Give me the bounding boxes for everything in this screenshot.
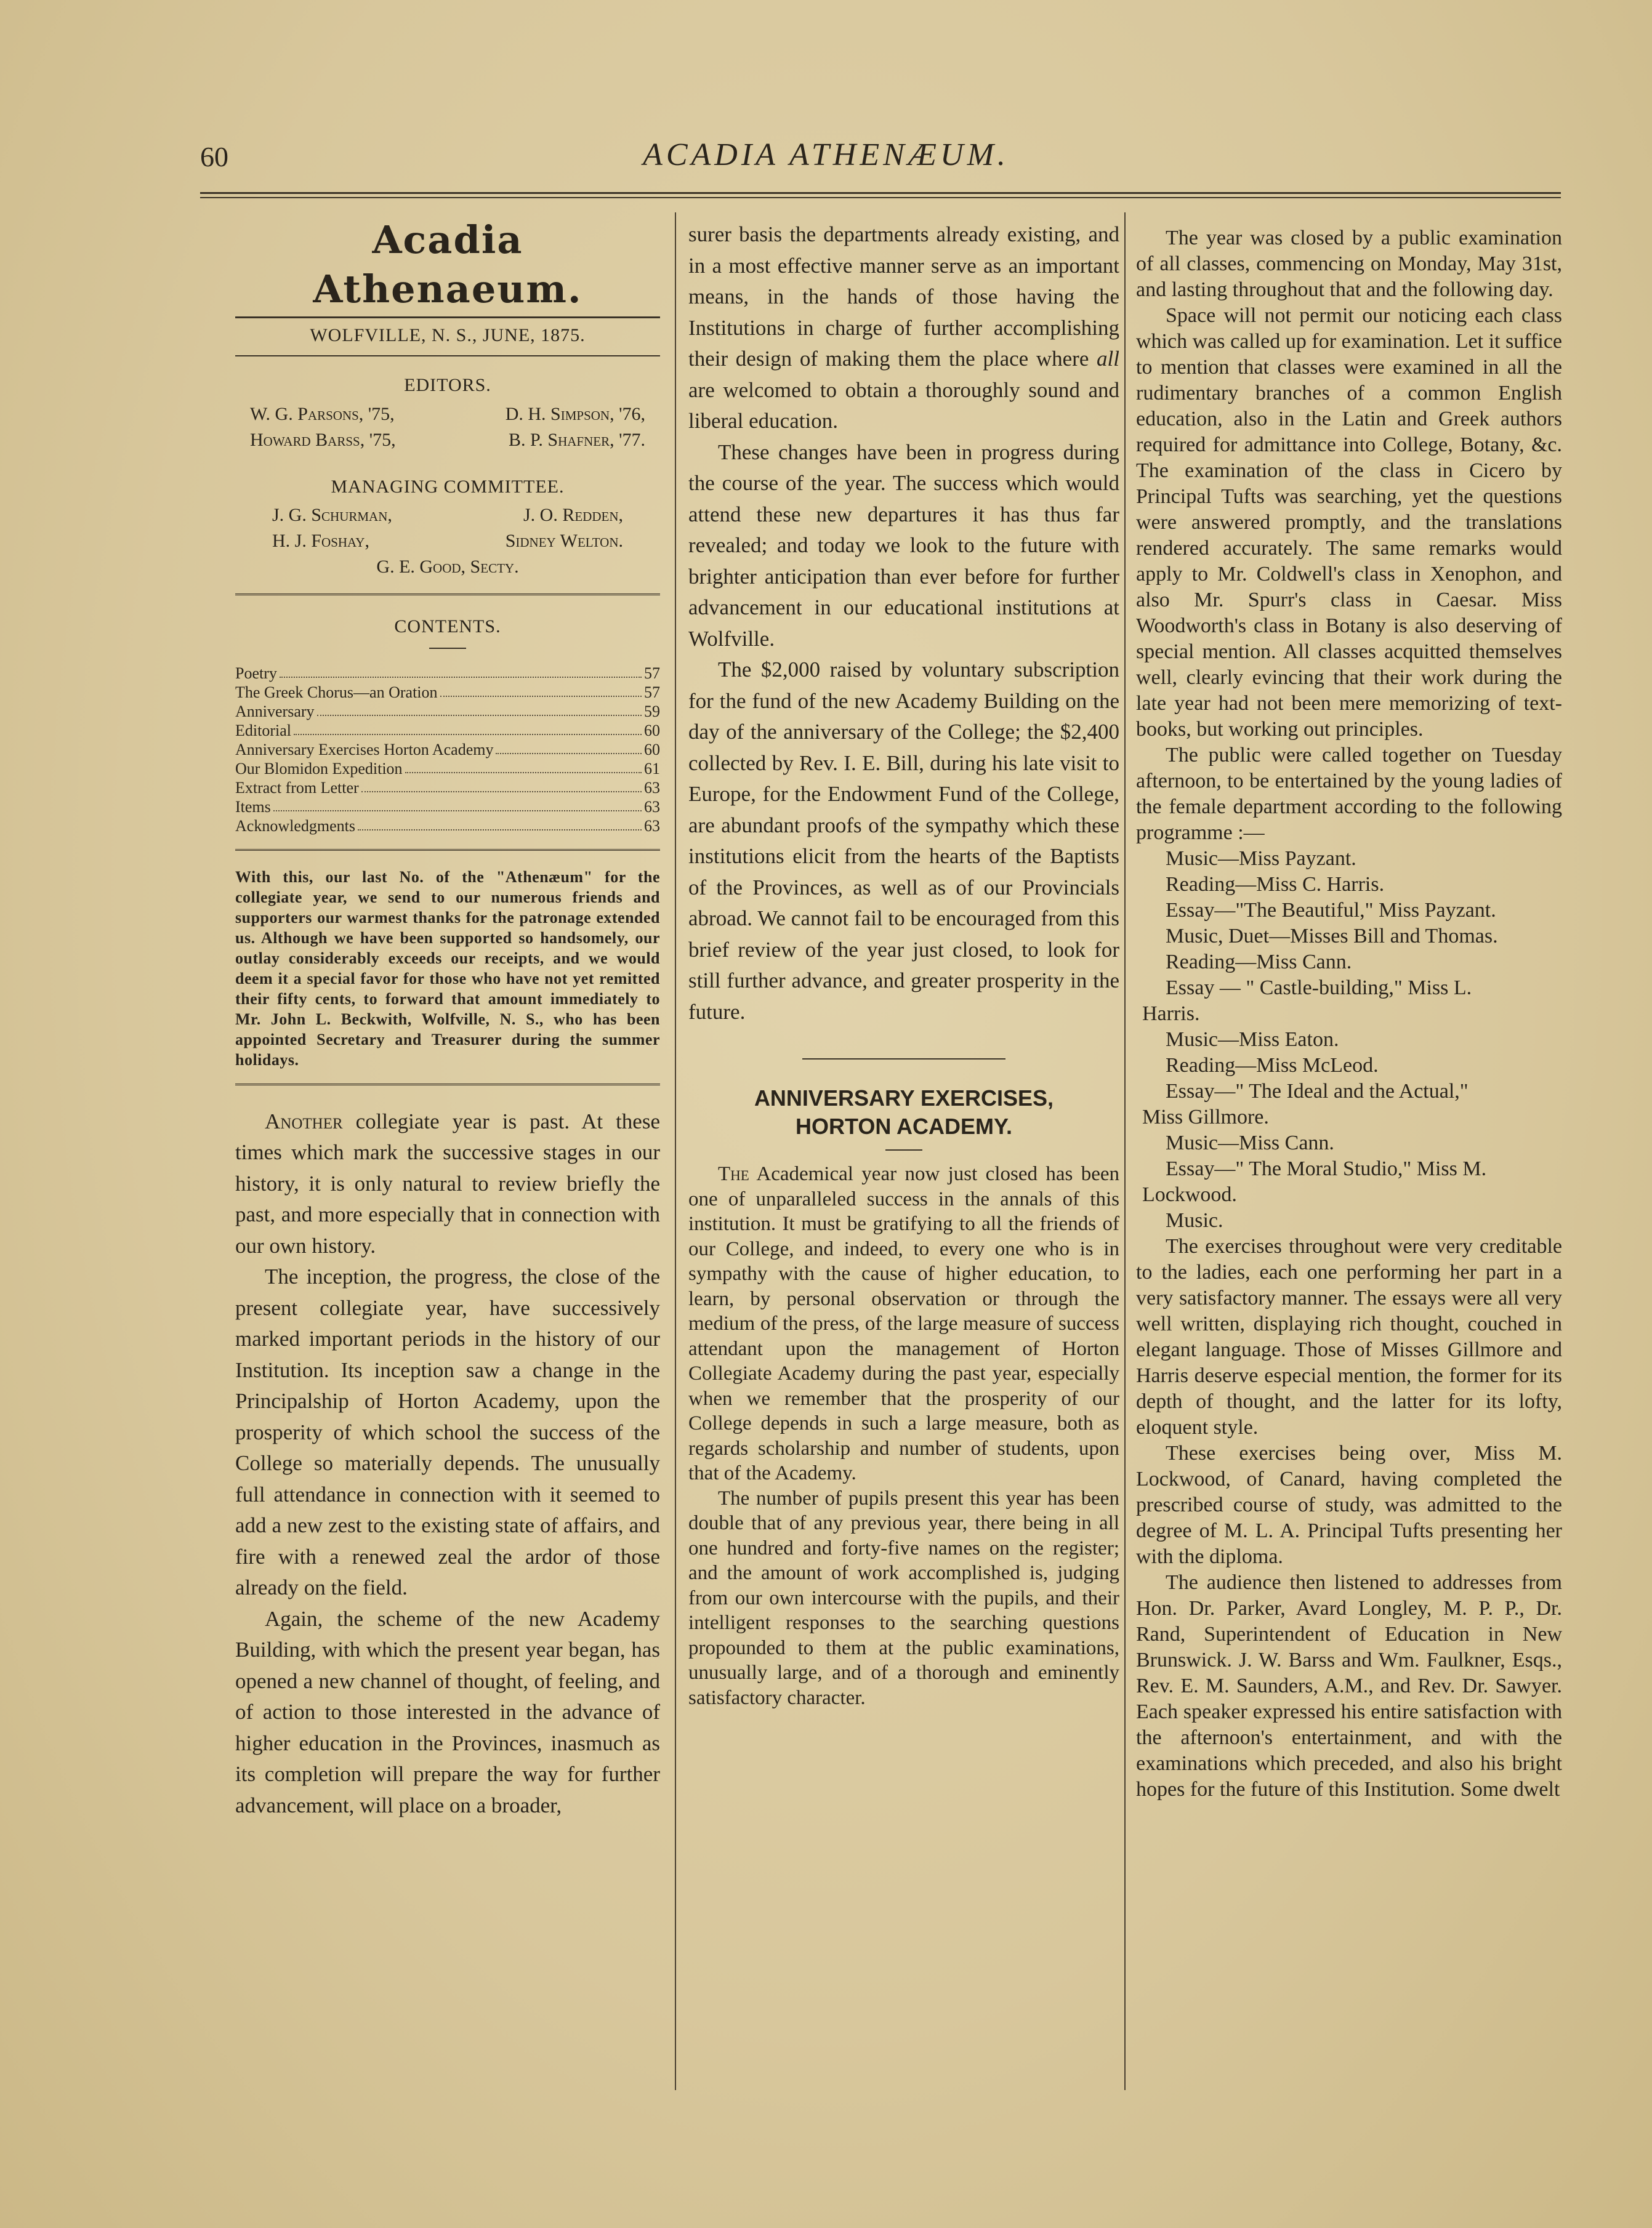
anniversary-paragraph: The number of pupils present this year has been double that of any previous year, there being in all one hundred and forty-five names on the register; and the amount of work accomplished is, judging from our own intercourse with the pupils, and their intelligent responses to the searching questions propounded to them at the public examinations, unusually large, and of a thorough and eminently satisfactory character. <box>688 1487 1119 1709</box>
programme-item: Reading—Miss Cann. <box>1166 951 1352 973</box>
section-separator <box>802 1058 1005 1060</box>
column-divider-1 <box>675 212 676 2090</box>
anniversary-paragraph: The year was closed by a public examination of all classes, commencing on Monday, May 31st, and lasting throughout that and the following day. <box>1136 227 1562 301</box>
header-rule-top <box>200 192 1561 194</box>
committee-row <box>235 502 660 528</box>
committee-name: Sidney Welton. <box>505 531 623 551</box>
contents-item: Poetry 57 <box>235 664 660 682</box>
contents-item: Anniversary 59 <box>235 702 660 720</box>
programme-item: Reading—Miss McLeod. <box>1166 1054 1379 1077</box>
anniversary-heading: ANNIVERSARY EXERCISES, HORTON ACADEMY. <box>754 1085 1054 1139</box>
header-rule-bottom <box>200 197 1561 198</box>
anniversary-paragraph: The exercises throughout were very creditable to the ladies, each one performing her part in a very satisfactory manner. The essays were all very well written, displaying rich thought, couched in elegant language. Those of Misses Gillmore and Harris deserve especial mention, the former for its depth of thought, and the latter for its lofty, eloquent style. <box>1136 1235 1562 1439</box>
editor-name: B. P. Shafner, '77. <box>509 429 645 450</box>
programme-item: Essay—" The Moral Studio," Miss M. Lockwood. <box>1142 1157 1487 1206</box>
editor-name: D. H. Simpson, '76, <box>505 403 645 424</box>
divider <box>235 849 660 853</box>
running-title: ACADIA ATHENÆUM. <box>643 137 1009 172</box>
anniversary-paragraph: These exercises being over, Miss M. Lockwood, of Canard, having completed the prescribed course of study, was admitted to the degree of M. L. A. Principal Tufts presenting her with the diploma. <box>1136 1442 1562 1568</box>
contents-list <box>235 664 660 835</box>
programme-item: Reading—Miss C. Harris. <box>1166 873 1385 896</box>
editorial-paragraph: The inception, the progress, the close of the present collegiate year, have successively marked important periods in the history of our Institution. Its inception saw a change in the Principalship of Horton Academy, upon the prosperity of which school the success of the College so materially depends. The unusually full attendance in connection with it seemed to add a new zest to the existing state of affairs, and fire with a renewed zeal the ardor of those already on the field. <box>235 1265 660 1599</box>
committee-row <box>235 528 660 554</box>
editor-name: Howard Barss, '75, <box>250 429 396 450</box>
editorial-paragraph: These changes have been in progress during the course of the year. The success which would attend these new departures it has thus far revealed; and today we look to the future with brighter anticipation than ever before for further advancement in our educational institutions at Wolfville. <box>688 440 1119 651</box>
committee-heading: MANAGING COMMITTEE. <box>331 476 565 497</box>
divider <box>235 593 660 598</box>
divider <box>235 355 660 356</box>
column-1 <box>235 215 660 1821</box>
editor-name: W. G. Parsons, '75, <box>250 403 395 424</box>
committee-secretary: G. E. Good, Secty. <box>376 557 519 577</box>
contents-item: Acknowledgments 63 <box>235 816 660 835</box>
programme-list <box>1136 846 1562 1234</box>
programme-item: Essay—" The Ideal and the Actual," Miss Gillmore. <box>1142 1080 1469 1128</box>
editorial-paragraph: The $2,000 raised by voluntary subscription for the fund of the new Academy Building on the day of the anniversary of the College; the $2,400 collected by Rev. I. E. Bill, during his late visit to Europe, for the Endowment Fund of the College, are abundant proofs of the sympathy which these institutions elicit from the hearts of the Baptists of the Provinces, as well as of our Provincials abroad. We cannot fail to be encouraged from this brief review of the year just closed, to look for still further advance, and greater prosperity in the future. <box>688 658 1119 1024</box>
anniversary-paragraph: The audience then listened to addresses from Hon. Dr. Parker, Avard Longley, M. P. P., Dr. Rand, Superintendent of Education in New Brunswick. J. W. Barss and Wm. Faulkner, Esqs., Rev. E. M. Saunders, A.M., and Rev. Dr. Sawyer. Each speaker expressed his entire satisfaction with the afternoon's entertainment, and with the examinations which preceded, and also his bright hopes for the future of this Institution. Some dwelt <box>1136 1571 1562 1801</box>
column-3 <box>1136 225 1562 1803</box>
column-2 <box>688 219 1119 1710</box>
committee-name: J. G. Schurman, <box>272 505 392 525</box>
programme-item: Music—Miss Payzant. <box>1166 847 1356 870</box>
committee-name: H. J. Foshay, <box>272 531 369 551</box>
programme-item: Music—Miss Eaton. <box>1166 1028 1339 1051</box>
programme-item: Essay—"The Beautiful," Miss Payzant. <box>1166 899 1496 922</box>
anniversary-paragraph: Space will not permit our noticing each class which was called up for examination. Let it suffice to mention that classes were examined in all the rudimentary branches of a common English education, also in the Latin and Greek authors required for admittance into College, Botany, &c. The examination of the class in Cicero by Principal Tufts was searching, yet the questions were answered promptly, and the translations rendered accurately. The same remarks would apply to Mr. Coldwell's class in Xenophon, and also Mr. Spurr's class in Caesar. Miss Woodworth's class in Botany is also deserving of special mention. All classes acquitted themselves well, clearly evincing that their work during the late year had not been mere memorizing of text-books, but working out principles. <box>1136 304 1562 741</box>
programme-item: Essay — " Castle-building," Miss L. Harris. <box>1142 976 1472 1025</box>
anniversary-paragraph: The Academical year now just closed has been one of unparalleled success in the annals of this institution. It must be gratifying to all the friends of our College, and indeed, to every one who is in sympathy with the cause of higher education, to learn, by personal observation or through the medium of the press, of the large measure of success attendant upon the management of Horton Collegiate Academy during the past year, especially when we remember that the prosperity of our College depends in such a large measure, both as regards scholarship and number of students, upon that of the Academy. <box>688 1163 1119 1484</box>
contents-item: Our Blomidon Expedition 61 <box>235 759 660 778</box>
contents-item: Editorial 60 <box>235 721 660 739</box>
editors-row <box>235 401 660 427</box>
contents-item: Extract from Letter 63 <box>235 778 660 797</box>
dateline: WOLFVILLE, N. S., JUNE, 1875. <box>235 316 660 349</box>
editorial-paragraph: Again, the scheme of the new Academy Building, with which the present year began, has opened a new channel of thought, of feeling, and of action to those interested in the advance of higher education in the Provinces, inasmuch as its completion will prepare the way for further advancement, will place on a broader, <box>235 1606 660 1817</box>
contents-item: The Greek Chorus—an Oration 57 <box>235 683 660 701</box>
divider <box>885 1149 922 1151</box>
masthead-title: Acadia Athenaeum. <box>313 217 582 312</box>
anniversary-paragraph: The public were called together on Tuesday afternoon, to be entertained by the young ladies of the female department according to the following programme :— <box>1136 744 1562 844</box>
editors-row <box>235 427 660 453</box>
contents-heading: CONTENTS. <box>394 616 501 637</box>
divider <box>429 648 466 649</box>
programme-item: Music. <box>1166 1209 1223 1232</box>
programme-item: Music—Miss Cann. <box>1166 1132 1334 1154</box>
programme-item: Music, Duet—Misses Bill and Thomas. <box>1166 925 1498 947</box>
committee-name: J. O. Redden, <box>523 505 623 525</box>
divider <box>235 1084 660 1088</box>
editorial-paragraph: Another collegiate year is past. At these times which mark the successive stages in our history, it is only natural to review briefly the past, and more especially that in connection with our own history. <box>235 1109 660 1258</box>
column-divider-2 <box>1124 212 1126 2090</box>
contents-item: Items 63 <box>235 797 660 816</box>
editors-heading: EDITORS. <box>404 375 491 395</box>
subscriber-notice: With this, our last No. of the "Athenæum" for the collegiate year, we send to our numerous friends and supporters our warmest thanks for the patronage extended us. Although we have been supported so handsomely, our outlay considerably exceeds our receipts, and we would deem it a special favor for those who have not yet remitted their fifty cents, to forward that amount immediately to Mr. John L. Beckwith, Wolfville, N. S., who has been appointed Secretary and Treasurer during the summer holidays. <box>235 867 660 1069</box>
page-number: 60 <box>200 141 228 172</box>
editorial-paragraph: surer basis the departments already existing, and in a most effective manner serve as an important means, in the hands of those having the Institutions in charge of further accomplishing their design of making them the place where all are welcomed to obtain a thoroughly sound and liberal education. <box>688 222 1119 433</box>
contents-item: Anniversary Exercises Horton Academy 60 <box>235 740 660 758</box>
